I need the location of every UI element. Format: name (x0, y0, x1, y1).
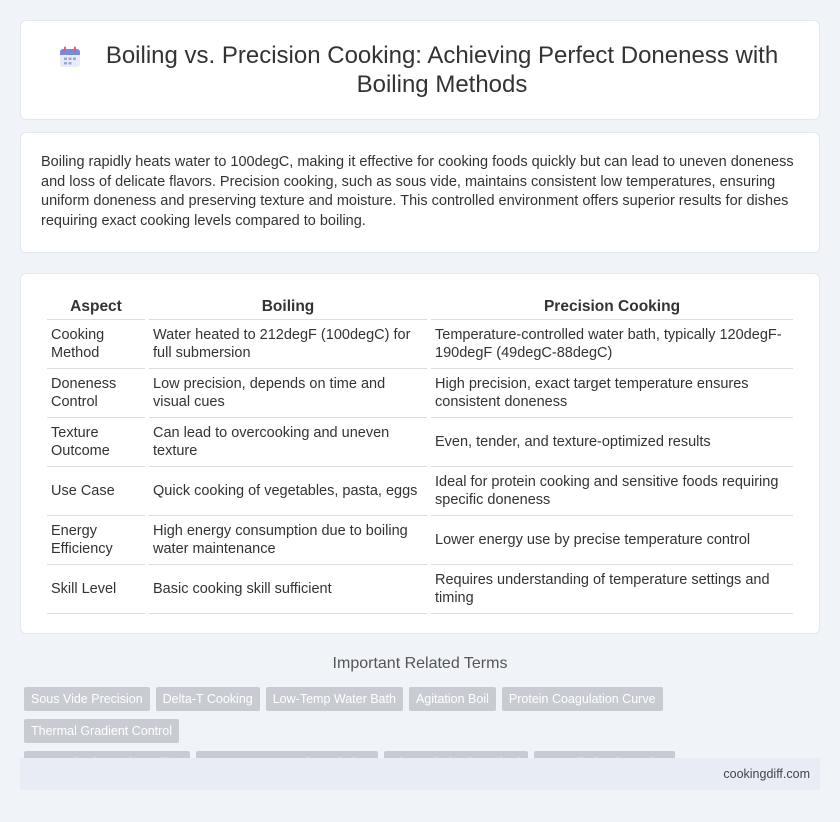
cell-precision: Lower energy use by precise temperature control (431, 516, 793, 565)
tag-link[interactable]: Agitation Boil (409, 687, 496, 711)
cell-aspect: Energy Efficiency (47, 516, 145, 565)
cell-boiling: Can lead to overcooking and uneven texture (149, 418, 427, 467)
cell-aspect: Use Case (47, 467, 145, 516)
tag-link[interactable]: Sous Vide Precision (24, 687, 150, 711)
page-title: Boiling vs. Precision Cooking: Achieving Perfect Doneness with Boiling Methods (105, 42, 779, 98)
table-row (47, 467, 793, 516)
cell-boiling: Water heated to 212degF (100degC) for full submersion (149, 320, 427, 369)
tag-link[interactable]: Low-Temp Water Bath (266, 687, 403, 711)
header-card (20, 20, 820, 120)
comparison-table-card (20, 273, 820, 634)
tag-link[interactable]: Thermal Gradient Control (24, 719, 179, 743)
cell-boiling: Basic cooking skill sufficient (149, 565, 427, 614)
table-row (47, 565, 793, 614)
table-row (47, 418, 793, 467)
cell-aspect: Skill Level (47, 565, 145, 614)
related-terms-title: Important Related Terms (332, 655, 508, 672)
cell-aspect: Doneness Control (47, 369, 145, 418)
cell-precision: Ideal for protein cooking and sensitive foods requiring specific doneness (431, 467, 793, 516)
footer-site-link[interactable]: cookingdiff.com (723, 767, 810, 781)
table-row (47, 320, 793, 369)
table-row (47, 516, 793, 565)
cell-precision: High precision, exact target temperature ensures consistent doneness (431, 369, 793, 418)
cell-precision: Requires understanding of temperature settings and timing (431, 565, 793, 614)
cell-precision: Even, tender, and texture-optimized results (431, 418, 793, 467)
tag-link[interactable]: Delta-T Cooking (156, 687, 260, 711)
cell-aspect: Cooking Method (47, 320, 145, 369)
cell-precision: Temperature-controlled water bath, typically 120degF-190degF (49degC-88degC) (431, 320, 793, 369)
cell-boiling: Low precision, depends on time and visual cues (149, 369, 427, 418)
table-row (47, 369, 793, 418)
footer (20, 758, 820, 790)
table-header-row (47, 294, 793, 320)
comparison-table (43, 294, 797, 614)
calendar-icon (58, 45, 82, 69)
cell-aspect: Texture Outcome (47, 418, 145, 467)
cell-boiling: High energy consumption due to boiling water maintenance (149, 516, 427, 565)
intro-paragraph: Boiling rapidly heats water to 100degC, making it effective for cooking foods quickly but can lead to uneven doneness and loss of delicate flavors. Precision cooking, such as sous vide, maintains consistent low temperatures, ensuring uniform doneness and preserving texture and moisture. This controlled environment offers superior results for dishes requiring exact cooking levels compared to boiling. (41, 154, 794, 229)
header-precision-cooking: Precision Cooking (431, 294, 793, 320)
cell-boiling: Quick cooking of vegetables, pasta, eggs (149, 467, 427, 516)
header-boiling: Boiling (149, 294, 427, 320)
header-aspect: Aspect (47, 294, 145, 320)
intro-card (20, 132, 820, 253)
tag-link[interactable]: Protein Coagulation Curve (502, 687, 663, 711)
